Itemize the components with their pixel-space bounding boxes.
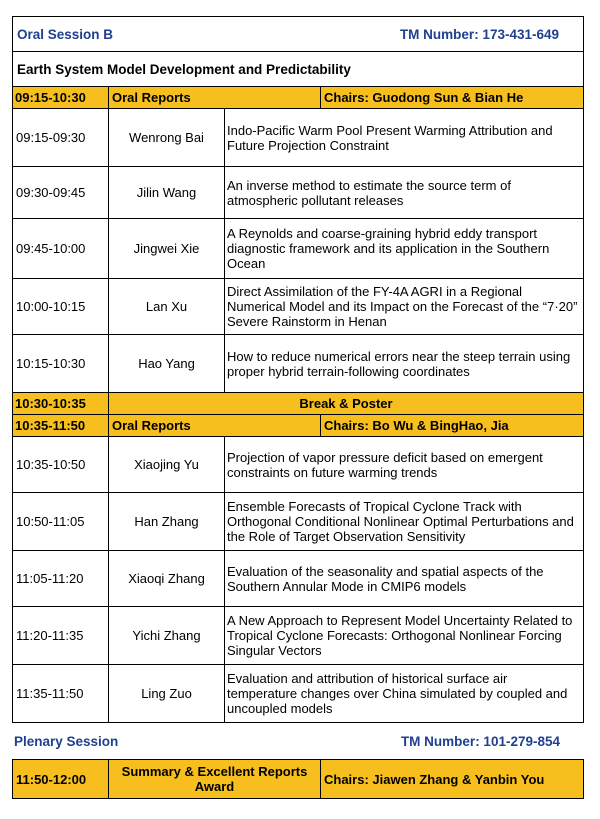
schedule-table xyxy=(12,16,584,799)
theme-row xyxy=(12,52,584,87)
table-row xyxy=(12,551,584,607)
talk-title: Direct Assimilation of the FY-4A AGRI in a Regional Numerical Model and its Impact on the Forecast of the “7·20” Severe Rainstorm in Henan xyxy=(227,284,578,329)
talk-speaker: Jingwei Xie xyxy=(109,219,225,278)
talk-title: Indo-Pacific Warm Pool Present Warming Attribution and Future Projection Constraint xyxy=(227,122,553,153)
talk-title: Ensemble Forecasts of Tropical Cyclone Track with Orthogonal Conditional Nonlinear Optimal Perturbations and the Role of Target Observation Sensitivity xyxy=(227,499,574,544)
table-row xyxy=(12,219,584,279)
talk-time: 11:35-11:50 xyxy=(13,665,109,722)
session-theme: Earth System Model Development and Predictability xyxy=(17,61,351,77)
plenary-label: Plenary Session xyxy=(14,733,119,749)
talk-time: 09:30-09:45 xyxy=(13,167,109,218)
block2-label: Oral Reports xyxy=(109,415,321,436)
plenary-header xyxy=(12,723,584,759)
talk-speaker: Xiaoqi Zhang xyxy=(109,551,225,606)
talk-time: 09:45-10:00 xyxy=(13,219,109,278)
talk-title: A New Approach to Represent Model Uncertainty Related to Tropical Cyclone Forecasts: Orthogonal Nonlinear Forcing Singular Vectors xyxy=(227,613,573,658)
final-time: 11:50-12:00 xyxy=(13,760,109,798)
block2-time: 10:35-11:50 xyxy=(13,415,109,436)
talk-time: 10:00-10:15 xyxy=(13,279,109,334)
table-row xyxy=(12,109,584,167)
block2-chairs: Chairs: Bo Wu & BingHao, Jia xyxy=(324,418,509,433)
talk-time: 10:35-10:50 xyxy=(13,437,109,492)
talk-time: 09:15-09:30 xyxy=(13,109,109,166)
block2-header-row xyxy=(12,415,584,437)
talk-title: A Reynolds and coarse-graining hybrid eddy transport diagnostic framework and its application in the Southern Ocean xyxy=(227,226,550,271)
break-time: 10:30-10:35 xyxy=(13,393,109,414)
final-chairs: Chairs: Jiawen Zhang & Yanbin You xyxy=(324,771,545,787)
talk-speaker: Jilin Wang xyxy=(109,167,225,218)
talk-speaker: Lan Xu xyxy=(109,279,225,334)
table-row xyxy=(12,167,584,219)
talk-speaker: Hao Yang xyxy=(109,335,225,392)
final-row xyxy=(12,759,584,799)
session-label: Oral Session B xyxy=(17,26,114,42)
block1-header-row xyxy=(12,87,584,109)
talk-title: How to reduce numerical errors near the steep terrain using proper hybrid terrain-following coordinates xyxy=(227,348,571,379)
talk-title: An inverse method to estimate the source term of atmospheric pollutant releases xyxy=(227,177,511,208)
talk-time: 11:20-11:35 xyxy=(13,607,109,664)
table-row xyxy=(12,493,584,551)
talk-time: 10:15-10:30 xyxy=(13,335,109,392)
block1-time: 09:15-10:30 xyxy=(13,87,109,108)
plenary-tm-number: TM Number: 101-279-854 xyxy=(400,733,560,749)
talk-speaker: Xiaojing Yu xyxy=(109,437,225,492)
session-header xyxy=(13,17,583,51)
final-label: Summary & Excellent Reports Award xyxy=(109,760,321,798)
talk-speaker: Yichi Zhang xyxy=(109,607,225,664)
talk-title: Projection of vapor pressure deficit based on emergent constraints on future warming trends xyxy=(227,449,543,480)
break-row xyxy=(12,393,584,415)
tm-number: TM Number: 173-431-649 xyxy=(399,26,559,42)
break-label: Break & Poster xyxy=(299,396,393,411)
talk-time: 11:05-11:20 xyxy=(13,551,109,606)
block1-chairs: Chairs: Guodong Sun & Bian He xyxy=(324,90,524,105)
block1-label: Oral Reports xyxy=(109,87,321,108)
table-row xyxy=(12,279,584,335)
table-row xyxy=(12,665,584,723)
talk-time: 10:50-11:05 xyxy=(13,493,109,550)
session-header-row xyxy=(12,16,584,52)
talk-speaker: Ling Zuo xyxy=(109,665,225,722)
talk-title: Evaluation and attribution of historical surface air temperature changes over China simulated by coupled and uncoupled models xyxy=(227,671,568,716)
table-row xyxy=(12,437,584,493)
talk-speaker: Han Zhang xyxy=(109,493,225,550)
talk-title: Evaluation of the seasonality and spatial aspects of the Southern Annular Mode in CMIP6 models xyxy=(227,563,544,594)
table-row xyxy=(12,335,584,393)
talk-speaker: Wenrong Bai xyxy=(109,109,225,166)
table-row xyxy=(12,607,584,665)
